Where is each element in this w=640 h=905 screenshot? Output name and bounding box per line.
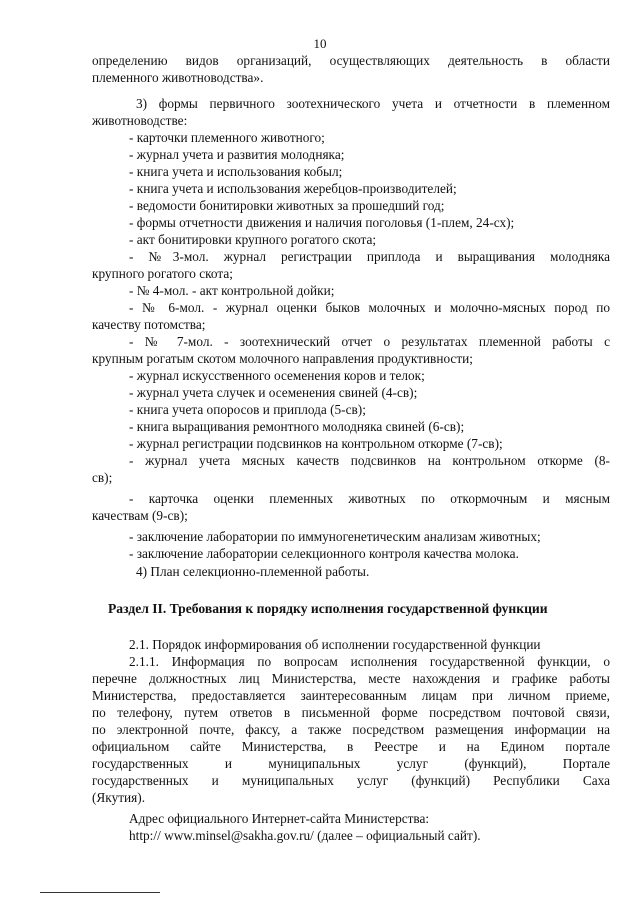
list-item: - заключение лаборатории по иммуногенетическим анализам животных; <box>129 529 541 544</box>
paragraph-line: (Якутия). <box>92 790 146 805</box>
list-item: - журнал искусственного осеменения коров и телок; <box>129 368 425 383</box>
list-item: - ведомости бонитировки животных за прошедший год; <box>129 198 445 213</box>
paragraph-line: перечне должностных лиц Министерства, месте нахождения и графике работы <box>92 671 610 686</box>
list-item: - № 4-мол. - акт контрольной дойки; <box>129 283 335 298</box>
list-item: - журнал учета мясных качеств подсвинков на контрольном откорме (8- <box>129 453 610 468</box>
text-line-3: 3) формы первичного зоотехнического учета и отчетности в племенном <box>136 96 610 111</box>
list-item: - журнал регистрации подсвинков на контрольном откорме (7-св); <box>129 436 503 451</box>
paragraph-line: официальном сайте Министерства, в Реестре и на Едином портале <box>92 739 610 754</box>
subsection-heading: 2.1. Порядок информирования об исполнении государственной функции <box>129 637 541 652</box>
list-item: - журнал учета случек и осеменения свиней (4-св); <box>129 385 418 400</box>
list-item: - формы отчетности движения и наличия поголовья (1-плем, 24-сх); <box>129 215 515 230</box>
text-line-4: животноводстве: <box>92 113 188 128</box>
list-item: - книга выращивания ремонтного молодняка свиней (6-св); <box>129 419 465 434</box>
list-item: - №3-мол. журнал регистрации приплода и выращивания молодняка <box>129 249 610 264</box>
list-item: - заключение лаборатории селекционного контроля качества молока. <box>129 546 519 561</box>
footnote-rule <box>40 892 160 893</box>
list-item: - карточки племенного животного; <box>129 130 325 145</box>
list-item: - карточка оценки племенных животных по откормочным и мясным <box>129 491 610 506</box>
list-item: - книга учета опоросов и приплода (5-св); <box>129 402 366 417</box>
list-item: - журнал учета и развития молодняка; <box>129 147 345 162</box>
list-item-continuation: качествам (9-св); <box>92 508 188 523</box>
text-line-1: определению видов организаций, осуществляющих деятельность в области <box>92 53 610 68</box>
list-item-continuation: качеству потомства; <box>92 317 206 332</box>
paragraph-line: 2.1.1. Информация по вопросам исполнения государственной функции, о <box>129 654 610 669</box>
section-heading: Раздел II. Требования к порядку исполнения государственной функции <box>108 601 548 616</box>
paragraph-line: государственных и муниципальных услуг (функций), Портале <box>92 756 610 771</box>
list-item: - № 7-мол. - зоотехнический отчет о результатах племенной работы с <box>129 334 610 349</box>
paragraph-line: государственных и муниципальных услуг (функций) Республики Саха <box>92 773 610 788</box>
list-item: - акт бонитировки крупного рогатого скота; <box>129 232 377 247</box>
list-item-continuation: крупного рогатого скота; <box>92 266 233 281</box>
paragraph-line: по телефону, путем ответов в письменной форме посредством почтовой связи, <box>92 705 610 720</box>
text-line-item-4: 4) План селекционно-племенной работы. <box>136 564 370 579</box>
page-number: 10 <box>313 36 327 51</box>
list-item: - книга учета и использования жеребцов-производителей; <box>129 181 457 196</box>
website-label: Адрес официального Интернет-сайта Министерства: <box>129 811 430 826</box>
list-item: - книга учета и использования кобыл; <box>129 164 343 179</box>
paragraph-line: по электронной почте, факсу, а также посредством размещения информации на <box>92 722 610 737</box>
list-item-continuation: св); <box>92 470 113 485</box>
list-item: - № 6-мол. - журнал оценки быков молочных и молочно-мясных пород по <box>129 300 610 315</box>
website-url: http:// www.minsel@sakha.gov.ru/ (далее – официальный сайт). <box>129 828 481 843</box>
text-line-2: племенного животноводства». <box>92 70 264 85</box>
list-item-continuation: крупным рогатым скотом молочного направления продуктивности; <box>92 351 473 366</box>
paragraph-line: Министерства, предоставляется заинтересованным лицам при личном приеме, <box>92 688 610 703</box>
